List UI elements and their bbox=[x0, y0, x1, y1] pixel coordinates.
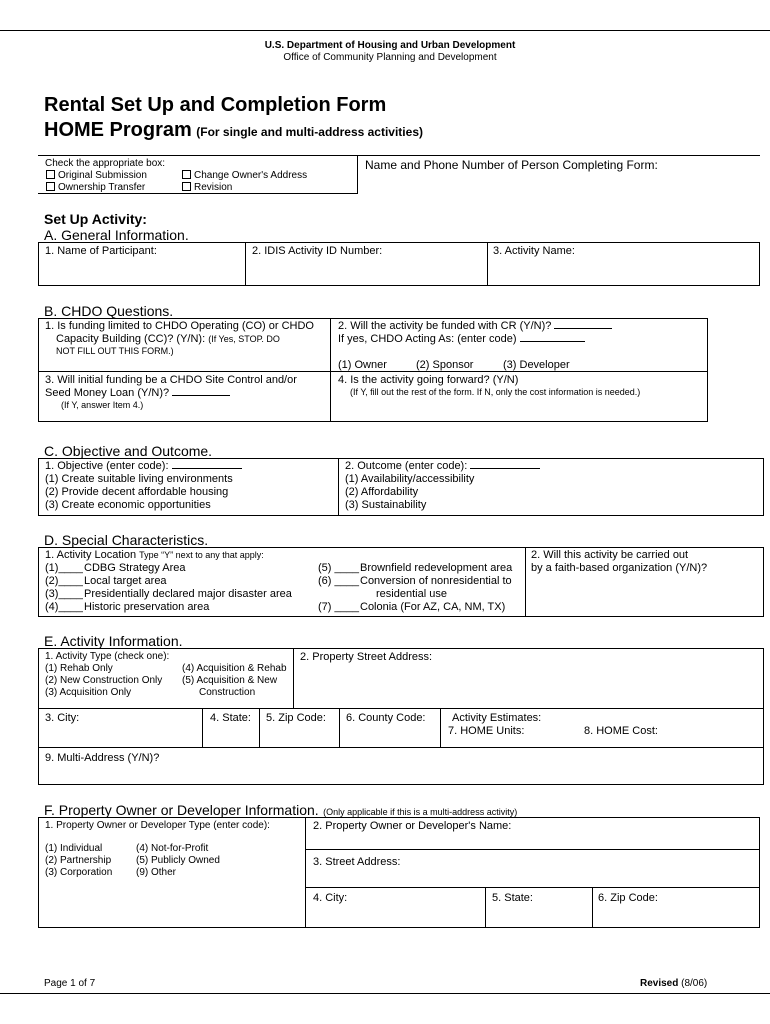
activity-type-3[interactable]: (3) Acquisition Only bbox=[45, 687, 132, 698]
chdo-q3-text: Seed Money Loan (Y/N)? bbox=[45, 387, 170, 399]
section-f-divider-b bbox=[485, 887, 486, 928]
change-address-checkbox[interactable] bbox=[182, 170, 191, 179]
program-title bbox=[44, 119, 423, 142]
chdo-acting-as-text: If yes, CHDO Acting As: (enter code) bbox=[338, 333, 517, 345]
chdo-q1-line2[interactable] bbox=[56, 333, 280, 346]
location-5-label: Brownfield redevelopment area bbox=[360, 562, 513, 574]
section-b-divider bbox=[330, 318, 331, 422]
ownership-transfer-label: Ownership Transfer bbox=[58, 182, 146, 193]
chdo-q4-line1[interactable]: 4. Is the activity going forward? (Y/N) bbox=[338, 374, 519, 386]
section-e-divider-a bbox=[202, 708, 203, 747]
property-street-field[interactable]: 2. Property Street Address: bbox=[300, 651, 433, 663]
multi-address-field[interactable]: 9. Multi-Address (Y/N)? bbox=[45, 752, 160, 764]
activity-estimates-label: Activity Estimates: bbox=[452, 712, 542, 724]
section-e-divider-b bbox=[259, 708, 260, 747]
revision-checkbox[interactable] bbox=[182, 182, 191, 191]
idis-id-field[interactable]: 2. IDIS Activity ID Number: bbox=[252, 245, 383, 257]
section-f-divider bbox=[305, 817, 306, 928]
participant-name-field[interactable]: 1. Name of Participant: bbox=[45, 245, 157, 257]
owner-type-3: (3) Corporation bbox=[45, 867, 113, 878]
location-4-blank[interactable]: (4)____ bbox=[45, 601, 83, 613]
ownership-transfer-option[interactable] bbox=[46, 182, 145, 194]
chdo-opt-owner: (1) Owner bbox=[338, 359, 387, 371]
agency-name: U.S. Department of Housing and Urban Development bbox=[264, 40, 516, 51]
person-completing-label: Name and Phone Number of Person Completing Form: bbox=[365, 158, 658, 172]
location-3-label: Presidentially declared major disaster area bbox=[84, 588, 292, 600]
chdo-q1-text: Capacity Building (CC)? (Y/N): bbox=[56, 333, 206, 345]
chdo-q3-line1: 3. Will initial funding be a CHDO Site Control and/or bbox=[45, 374, 297, 386]
owner-type-4: (4) Not-for-Profit bbox=[136, 843, 209, 854]
section-e-divider-d bbox=[440, 708, 441, 747]
page-number: Page 1 of 7 bbox=[44, 978, 96, 989]
state-field[interactable]: 4. State: bbox=[210, 712, 251, 724]
change-address-label: Change Owner's Address bbox=[194, 170, 308, 181]
chdo-opt-sponsor: (2) Sponsor bbox=[416, 359, 474, 371]
chdo-q1-note: (If Yes, STOP. DO bbox=[208, 334, 280, 344]
revised-date-value: (8/06) bbox=[681, 978, 708, 989]
home-cost-field[interactable]: 8. HOME Cost: bbox=[584, 725, 658, 737]
section-b-heading: B. CHDO Questions. bbox=[44, 303, 174, 319]
activity-location-note: Type “Y” next to any that apply: bbox=[139, 550, 264, 560]
chdo-q2-blank[interactable] bbox=[554, 328, 612, 329]
outcome-option-1: (1) Availability/accessibility bbox=[345, 473, 475, 485]
section-e-divider-c bbox=[339, 708, 340, 747]
bottom-rule bbox=[0, 993, 770, 994]
activity-type-1[interactable]: (1) Rehab Only bbox=[45, 663, 113, 674]
section-d-heading: D. Special Characteristics. bbox=[44, 532, 209, 548]
owner-zip-field[interactable]: 6. Zip Code: bbox=[598, 892, 658, 904]
original-submission-label: Original Submission bbox=[58, 170, 147, 181]
section-e-heading: E. Activity Information. bbox=[44, 633, 183, 649]
revision-label: Revision bbox=[194, 182, 233, 193]
section-d-divider bbox=[525, 547, 526, 617]
top-rule bbox=[0, 30, 770, 31]
objective-blank[interactable] bbox=[172, 468, 242, 469]
location-7-label: Colonia (For AZ, CA, NM, TX) bbox=[360, 601, 506, 613]
chdo-q1-line1: 1. Is funding limited to CHDO Operating (CO) or CHDO bbox=[45, 320, 314, 332]
section-c-divider bbox=[338, 458, 339, 516]
location-6-blank[interactable]: (6) ____ bbox=[318, 575, 359, 587]
original-submission-checkbox[interactable] bbox=[46, 170, 55, 179]
section-f-row-rule-1 bbox=[305, 849, 760, 850]
revised-label: Revised bbox=[640, 978, 679, 989]
objective-label: 1. Objective (enter code): bbox=[45, 460, 169, 472]
owner-city-field[interactable]: 4. City: bbox=[313, 892, 348, 904]
location-2-blank[interactable]: (2)____ bbox=[45, 575, 83, 587]
location-1-label: CDBG Strategy Area bbox=[84, 562, 186, 574]
chdo-q2-text: 2. Will the activity be funded with CR (Y/N)? bbox=[338, 320, 552, 332]
chdo-q1-line3: NOT FILL OUT THIS FORM.) bbox=[56, 346, 174, 356]
owner-type-5: (5) Publicly Owned bbox=[136, 855, 220, 866]
checkbox-top-rule bbox=[38, 155, 760, 156]
objective-option-2: (2) Provide decent affordable housing bbox=[45, 486, 229, 498]
chdo-q2-line1[interactable] bbox=[338, 320, 612, 333]
section-e-row-rule-1 bbox=[38, 708, 764, 709]
owner-type-1: (1) Individual bbox=[45, 843, 103, 854]
owner-type-field[interactable]: 1. Property Owner or Developer Type (enter code): bbox=[45, 820, 270, 831]
activity-type-5-cont: Construction bbox=[199, 687, 256, 698]
location-4-label: Historic preservation area bbox=[84, 601, 210, 613]
chdo-q3-note: (If Y, answer Item 4.) bbox=[61, 400, 144, 410]
section-a-divider-2 bbox=[487, 242, 488, 286]
faith-based-line2[interactable]: by a faith-based organization (Y/N)? bbox=[531, 562, 708, 574]
city-field[interactable]: 3. City: bbox=[45, 712, 80, 724]
objective-option-1: (1) Create suitable living environments bbox=[45, 473, 233, 485]
section-e-row-rule-2 bbox=[38, 747, 764, 748]
outcome-field[interactable] bbox=[345, 460, 540, 473]
program-note: (For single and multi-address activities) bbox=[196, 125, 423, 139]
activity-name-field[interactable]: 3. Activity Name: bbox=[493, 245, 575, 257]
location-2-label: Local target area bbox=[84, 575, 167, 587]
setup-heading: Set Up Activity: bbox=[44, 211, 147, 227]
location-7-blank[interactable]: (7) ____ bbox=[318, 601, 359, 613]
chdo-q2-line2[interactable] bbox=[338, 333, 585, 346]
chdo-opt-developer: (3) Developer bbox=[503, 359, 570, 371]
section-f-divider-c bbox=[592, 887, 593, 928]
section-f-row-rule-2 bbox=[305, 887, 760, 888]
owner-state-field[interactable]: 5. State: bbox=[492, 892, 533, 904]
program-name: HOME Program bbox=[44, 119, 192, 141]
chdo-q3-blank[interactable] bbox=[172, 395, 230, 396]
chdo-acting-as-blank[interactable] bbox=[520, 341, 585, 342]
location-3-blank[interactable]: (3)____ bbox=[45, 588, 83, 600]
ownership-transfer-checkbox[interactable] bbox=[46, 182, 55, 191]
activity-type-5[interactable]: (5) Acquisition & New bbox=[182, 675, 278, 686]
section-a-heading: A. General Information. bbox=[44, 227, 189, 243]
section-e-divider-top bbox=[293, 648, 294, 708]
activity-type-4[interactable]: (4) Acquisition & Rehab bbox=[182, 663, 287, 674]
outcome-option-2: (2) Affordability bbox=[345, 486, 419, 498]
change-address-option[interactable] bbox=[182, 170, 307, 182]
faith-based-line1: 2. Will this activity be carried out bbox=[531, 549, 689, 561]
revision-date bbox=[640, 978, 707, 990]
outcome-label: 2. Outcome (enter code): bbox=[345, 460, 468, 472]
owner-type-9: (9) Other bbox=[136, 867, 177, 878]
owner-name-field[interactable]: 2. Property Owner or Developer's Name: bbox=[313, 820, 512, 832]
outcome-option-3: (3) Sustainability bbox=[345, 499, 427, 511]
section-f-note: (Only applicable if this is a multi-address activity) bbox=[323, 807, 518, 817]
location-6-label-cont: residential use bbox=[376, 588, 447, 600]
owner-type-2: (2) Partnership bbox=[45, 855, 112, 866]
checkbox-instruction: Check the appropriate box: bbox=[45, 158, 166, 169]
zip-field[interactable]: 5. Zip Code: bbox=[266, 712, 326, 724]
section-f-title: F. Property Owner or Developer Information. bbox=[44, 802, 319, 818]
outcome-blank[interactable] bbox=[470, 468, 540, 469]
activity-location-text: 1. Activity Location bbox=[45, 549, 137, 561]
original-submission-option[interactable] bbox=[46, 170, 147, 182]
location-6-label: Conversion of nonresidential to bbox=[360, 575, 512, 587]
objective-field[interactable] bbox=[45, 460, 242, 473]
chdo-q3-line2[interactable] bbox=[45, 387, 230, 400]
office-name: Office of Community Planning and Development bbox=[283, 52, 497, 63]
activity-type-label: 1. Activity Type (check one): bbox=[45, 651, 170, 662]
section-c-heading: C. Objective and Outcome. bbox=[44, 443, 213, 459]
form-title: Rental Set Up and Completion Form bbox=[44, 94, 387, 116]
revision-option[interactable] bbox=[182, 182, 232, 194]
home-units-field[interactable]: 7. HOME Units: bbox=[448, 725, 525, 737]
location-5-blank[interactable]: (5) ____ bbox=[318, 562, 359, 574]
section-a-divider-1 bbox=[245, 242, 246, 286]
owner-street-field[interactable]: 3. Street Address: bbox=[313, 856, 401, 868]
location-1-blank[interactable]: (1)____ bbox=[45, 562, 83, 574]
chdo-q4-note: (If Y, fill out the rest of the form. If N, only the cost information is needed.) bbox=[350, 387, 641, 397]
activity-location-label bbox=[45, 549, 264, 562]
checkbox-divider bbox=[357, 155, 358, 193]
county-code-field[interactable]: 6. County Code: bbox=[346, 712, 426, 724]
objective-option-3: (3) Create economic opportunities bbox=[45, 499, 211, 511]
activity-type-2[interactable]: (2) New Construction Only bbox=[45, 675, 163, 686]
